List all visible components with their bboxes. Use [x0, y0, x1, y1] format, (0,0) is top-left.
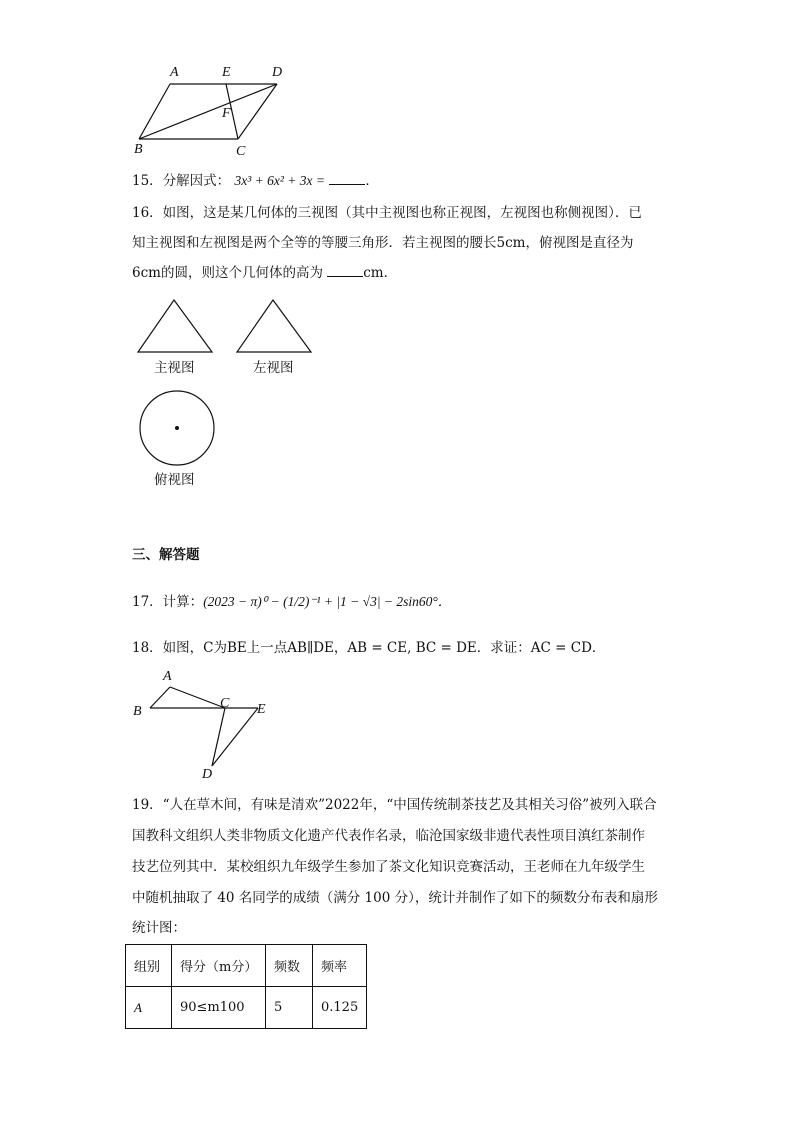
q16-line-3 [132, 263, 397, 283]
side-view-label: 左视图 [253, 360, 294, 376]
header-frequency-count: 频数 [266, 945, 313, 987]
table-header-row [126, 945, 367, 987]
q17-prefix: 17．计算： [132, 594, 204, 610]
segment-ac [170, 687, 225, 708]
frequency-table [125, 944, 367, 1029]
header-group: 组别 [126, 945, 172, 987]
cell-score: 90≤m100 [172, 987, 266, 1029]
segment-ba [150, 687, 170, 708]
q15-number: 15． [132, 173, 163, 189]
label-b: B [134, 142, 143, 157]
q19-line-3: 技艺位列其中．某校组织九年级学生参加了茶文化知识竞赛活动，王老师在九年级学生 [132, 859, 645, 875]
segment-bd [139, 84, 277, 139]
label-a: A [170, 65, 179, 80]
top-view-label: 俯视图 [154, 472, 195, 488]
q16-unit: cm． [363, 265, 398, 281]
top-view-circle [138, 390, 216, 468]
q19-line-1: 19．“人在草木间，有味是清欢”2022年，“中国传统制茶技艺及其相关习俗”被列入联合 [132, 797, 657, 813]
q19-line-2: 国教科文组织人类非物质文化遗产代表作名录，临沧国家级非遗代表性项目滇红茶制作 [132, 828, 645, 844]
front-view-label: 主视图 [154, 360, 195, 376]
q15-end: ． [365, 173, 379, 189]
q16-line-3-text: 6cm的圆，则这个几何体的高为 [132, 265, 323, 281]
q19-line-4: 中随机抽取了 40 名同学的成绩（满分 100 分），统计并制作了如下的频数分布表和扇形 [132, 890, 658, 906]
label-c2: C [220, 696, 230, 711]
q16-line-2: 知主视图和左视图是两个全等的等腰三角形．若主视图的腰长5cm，俯视图是直径为 [132, 235, 634, 251]
front-view-triangle [136, 298, 214, 354]
q15-expression: 3x³ + 6x² + 3x = [234, 173, 326, 188]
label-d: D [272, 65, 283, 80]
label-b2: B [133, 704, 142, 719]
label-c: C [236, 144, 246, 159]
question-17 [132, 592, 451, 612]
cell-group: A [126, 987, 172, 1029]
section-heading: 三、解答题 [132, 547, 200, 563]
label-f: F [222, 106, 231, 121]
q16-answer-blank [327, 264, 363, 277]
side-view-triangle [235, 298, 313, 354]
header-score: 得分（m分） [172, 945, 266, 987]
circle-center-dot [175, 426, 179, 430]
q17-expression: (2023 − π)⁰ − (1/2)⁻¹ + |1 − √3| − 2sin60°． [203, 594, 452, 609]
cell-rate: 0.125 [313, 987, 367, 1029]
header-frequency-rate: 频率 [313, 945, 367, 987]
label-e2: E [257, 702, 266, 717]
cell-count: 5 [266, 987, 313, 1029]
triangle-figure [130, 670, 270, 775]
q15-answer-blank [329, 172, 365, 185]
label-a2: A [163, 669, 172, 684]
question-15 [132, 171, 379, 191]
table-row [126, 987, 367, 1029]
label-e: E [222, 65, 231, 80]
segment-ba [139, 84, 170, 139]
q19-line-5: 统计图： [132, 920, 186, 936]
q15-text: 分解因式： [162, 173, 231, 189]
q16-line-1: 16．如图，这是某几何体的三视图（其中主视图也称正视图，左视图也称侧视图）．已 [132, 205, 642, 221]
question-18: 18．如图，C为BE上一点AB∥DE，AB = CE, BC = DE．求证：AC = CD． [132, 640, 606, 656]
label-d2: D [202, 767, 213, 782]
